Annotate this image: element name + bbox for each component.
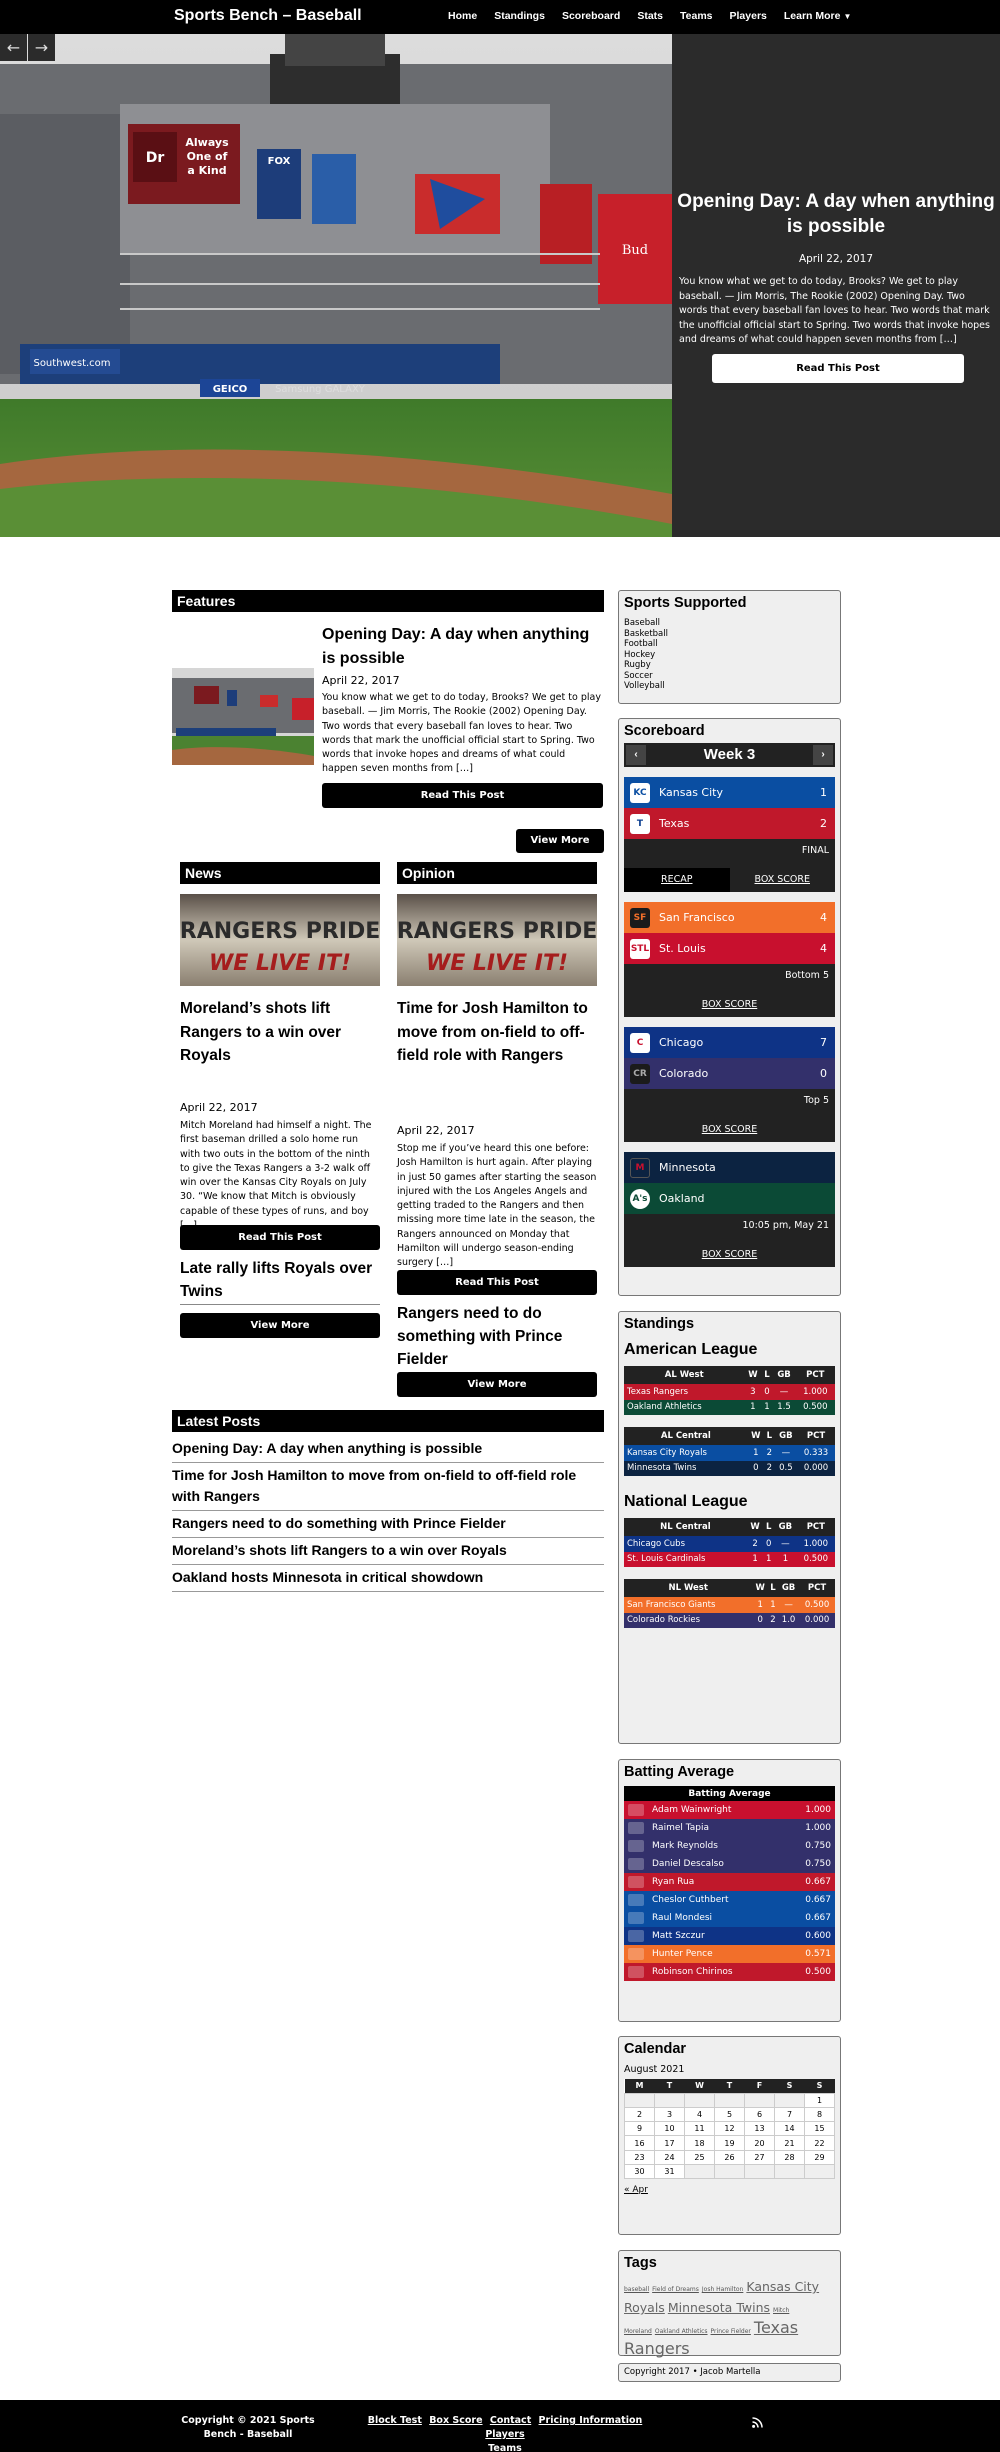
calendar-day bbox=[685, 2093, 715, 2107]
features-read-post-button[interactable]: Read This Post bbox=[322, 783, 603, 808]
calendar-day: 15 bbox=[805, 2122, 835, 2136]
division-name: NL West bbox=[624, 1579, 752, 1597]
game-away-team[interactable] bbox=[624, 1027, 835, 1058]
features-heading: Features bbox=[172, 590, 604, 612]
standings-row[interactable]: Kansas City Royals 1 2 — 0.333 bbox=[624, 1445, 835, 1461]
scoreboard-game bbox=[624, 902, 835, 1017]
widget-title: Calendar bbox=[624, 2041, 687, 2057]
news-heading: News bbox=[180, 862, 380, 884]
standings-row[interactable]: Minnesota Twins 0 2 0.5 0.000 bbox=[624, 1461, 835, 1477]
calendar-day: 9 bbox=[625, 2122, 655, 2136]
player-name: Matt Szczur bbox=[652, 1931, 705, 1941]
rss-icon[interactable] bbox=[752, 2417, 763, 2431]
box-score-link[interactable]: BOX SCORE bbox=[754, 874, 810, 885]
calendar-day-header: T bbox=[715, 2079, 745, 2093]
tag-link[interactable]: Texas Rangers bbox=[624, 2318, 799, 2358]
chevron-down-icon: ▼ bbox=[843, 12, 852, 21]
news-banner-line-1: RANGERS PRIDE bbox=[180, 919, 380, 944]
hero-panel bbox=[672, 34, 1000, 537]
menu-item-scoreboard[interactable]: Scoreboard bbox=[561, 10, 621, 22]
standings-row[interactable]: Texas Rangers 3 0 — 1.000 bbox=[624, 1384, 835, 1400]
slider-prev-arrow-icon[interactable]: ← bbox=[0, 34, 27, 61]
calendar-day: 2 bbox=[625, 2107, 655, 2121]
team-logo-icon bbox=[624, 1873, 648, 1891]
tag-link[interactable]: Minnesota Twins bbox=[667, 2300, 771, 2315]
team-name: Minnesota bbox=[659, 1161, 716, 1174]
player-name: Mark Reynolds bbox=[652, 1841, 718, 1851]
site-title[interactable]: Sports Bench – Baseball bbox=[174, 7, 362, 24]
player-name: Raimel Tapia bbox=[652, 1823, 709, 1833]
features-post-excerpt: You know what we get to do today, Brooks? We get to play baseball. — Jim Morris, The Rookie (2002) Opening Day. Two words that every baseball fan loves to hear. Two words that mark the unofficial official start to Spring. Two words that invoke hopes and dreams of what could happen seven months from […] bbox=[322, 692, 601, 775]
game-status: 10:05 pm, May 21 bbox=[742, 1220, 829, 1231]
calendar-day: 5 bbox=[715, 2107, 745, 2121]
tag-link[interactable]: Josh Hamilton bbox=[701, 2286, 744, 2293]
calendar-day bbox=[775, 2093, 805, 2107]
svg-text:Bud: Bud bbox=[621, 243, 649, 258]
calendar-day: 6 bbox=[745, 2107, 775, 2121]
footer-link[interactable]: Players bbox=[485, 2429, 525, 2440]
svg-text:Always: Always bbox=[185, 136, 229, 149]
division-name: AL West bbox=[624, 1366, 744, 1384]
calendar-week bbox=[625, 2122, 835, 2136]
league-title: American League bbox=[624, 1341, 758, 1358]
scoreboard-widget bbox=[618, 718, 841, 1296]
batting-row[interactable] bbox=[624, 1963, 835, 1981]
top-navigation bbox=[0, 0, 1000, 34]
latest-post-item[interactable]: Oakland hosts Minnesota in critical showdown bbox=[172, 1565, 604, 1592]
calendar-day: 21 bbox=[775, 2136, 805, 2150]
calendar-day-header: F bbox=[745, 2079, 775, 2093]
scoreboard-game bbox=[624, 1027, 835, 1142]
game-status: Bottom 5 bbox=[785, 970, 829, 981]
calendar-day bbox=[775, 2164, 805, 2178]
calendar-day-header: M bbox=[625, 2079, 655, 2093]
calendar-day: 18 bbox=[685, 2136, 715, 2150]
batting-average-value: 1.000 bbox=[805, 1823, 831, 1833]
team-logo-icon: CR bbox=[630, 1064, 650, 1084]
sports-list bbox=[619, 615, 840, 695]
footer bbox=[0, 2400, 1000, 2452]
batting-row[interactable] bbox=[624, 1873, 835, 1891]
team-logo-icon bbox=[624, 1801, 648, 1819]
team-score: 2 bbox=[820, 817, 827, 830]
features-view-more-button[interactable]: View More bbox=[516, 829, 604, 853]
tag-link[interactable]: Prince Fielder bbox=[710, 2328, 751, 2335]
latest-post-item[interactable]: Moreland’s shots lift Rangers to a win over Royals bbox=[172, 1538, 604, 1565]
team-logo-icon bbox=[624, 1927, 648, 1945]
standings-row[interactable]: Oakland Athletics 1 1 1.5 0.500 bbox=[624, 1400, 835, 1416]
batting-average-value: 0.750 bbox=[805, 1841, 831, 1851]
team-score: 4 bbox=[820, 942, 827, 955]
menu-item-players[interactable]: Players bbox=[729, 10, 767, 22]
latest-post-item[interactable]: Rangers need to do something with Prince Fielder bbox=[172, 1511, 604, 1538]
calendar-day: 24 bbox=[655, 2150, 685, 2164]
batting-average-value: 0.667 bbox=[805, 1877, 831, 1887]
team-score: 1 bbox=[820, 786, 827, 799]
scoreboard-week-label: Week 3 bbox=[703, 746, 756, 763]
team-name: Chicago bbox=[659, 1036, 704, 1049]
team-score: 0 bbox=[820, 1067, 827, 1080]
opinion-read-post-button[interactable]: Read This Post bbox=[397, 1270, 597, 1295]
tag-link[interactable]: Mitch Moreland bbox=[624, 2307, 790, 2335]
menu-item-learn-more[interactable] bbox=[784, 10, 852, 22]
team-logo-icon bbox=[624, 1963, 648, 1981]
footer-link[interactable]: Teams bbox=[488, 2443, 522, 2452]
team-score: 7 bbox=[820, 1036, 827, 1049]
division-name: NL Central bbox=[624, 1518, 747, 1536]
svg-text:Dr: Dr bbox=[145, 150, 165, 166]
sport-item: Baseball bbox=[624, 618, 661, 628]
features-section bbox=[172, 590, 604, 855]
batting-average-value: 0.571 bbox=[805, 1949, 831, 1959]
box-score-link[interactable]: BOX SCORE bbox=[701, 1124, 758, 1135]
calendar-day: 1 bbox=[805, 2093, 835, 2107]
calendar-week bbox=[625, 2136, 835, 2150]
divider bbox=[180, 1304, 380, 1305]
tag-cloud bbox=[619, 2275, 840, 2359]
menu-item-home[interactable]: Home bbox=[448, 10, 478, 22]
player-name: Daniel Descalso bbox=[652, 1859, 724, 1869]
news-image[interactable] bbox=[180, 894, 380, 986]
main-menu bbox=[448, 10, 851, 22]
division-name: AL Central bbox=[624, 1427, 748, 1445]
player-name: Raul Mondesi bbox=[652, 1913, 713, 1923]
widget-title: Scoreboard bbox=[624, 723, 705, 739]
game-home-team[interactable] bbox=[624, 1058, 835, 1089]
standings-widget bbox=[618, 1311, 841, 1744]
opinion-heading: Opinion bbox=[397, 862, 597, 884]
calendar-prev-link[interactable]: « Apr bbox=[624, 2185, 648, 2196]
news-post-date: April 22, 2017 bbox=[180, 1101, 258, 1114]
opinion-section bbox=[397, 862, 597, 1402]
standings-row[interactable]: Chicago Cubs 2 0 — 1.000 bbox=[624, 1536, 835, 1552]
game-away-team[interactable] bbox=[624, 1152, 835, 1183]
game-links bbox=[624, 1118, 835, 1142]
widget-title: Batting Average bbox=[624, 1764, 735, 1780]
batting-average-value: 1.000 bbox=[805, 1805, 831, 1815]
team-logo-icon: T bbox=[630, 814, 650, 834]
calendar-day: 25 bbox=[685, 2150, 715, 2164]
box-score-link[interactable]: BOX SCORE bbox=[701, 1249, 758, 1260]
opinion-image[interactable] bbox=[397, 894, 597, 986]
svg-text:Southwest.com: Southwest.com bbox=[33, 358, 111, 369]
latest-post-item[interactable]: Time for Josh Hamilton to move from on-field to off-field role with Rangers bbox=[172, 1463, 604, 1511]
menu-item-standings[interactable]: Standings bbox=[494, 10, 545, 22]
rangers-banner-image bbox=[180, 894, 380, 986]
calendar-day: 17 bbox=[655, 2136, 685, 2150]
team-name: Oakland bbox=[659, 1192, 705, 1205]
calendar-day bbox=[805, 2164, 835, 2178]
tag-link[interactable]: baseball bbox=[624, 2286, 650, 2293]
team-name: Texas bbox=[659, 817, 690, 830]
menu-item-learn-more-label: Learn More bbox=[783, 10, 841, 22]
copyright-widget bbox=[618, 2363, 841, 2382]
menu-item-teams[interactable]: Teams bbox=[680, 10, 713, 22]
sport-item: Volleyball bbox=[624, 681, 665, 691]
calendar-day: 10 bbox=[655, 2122, 685, 2136]
calendar-day: 12 bbox=[715, 2122, 745, 2136]
calendar-widget bbox=[618, 2036, 841, 2235]
svg-text:a Kind: a Kind bbox=[187, 164, 227, 177]
calendar-day bbox=[715, 2093, 745, 2107]
footer-link[interactable]: Pricing Information bbox=[538, 2415, 643, 2426]
team-logo-icon: A's bbox=[630, 1189, 650, 1209]
calendar-day-header: S bbox=[775, 2079, 805, 2093]
opinion-banner-line-2: WE LIVE IT! bbox=[425, 951, 569, 976]
stadium-thumbnail bbox=[172, 668, 314, 765]
batting-row[interactable] bbox=[624, 1837, 835, 1855]
team-logo-icon: STL bbox=[630, 939, 650, 959]
team-name: Colorado bbox=[659, 1067, 709, 1080]
batting-row[interactable] bbox=[624, 1927, 835, 1945]
chevron-right-icon[interactable]: › bbox=[813, 745, 833, 765]
calendar-caption: August 2021 bbox=[624, 2064, 685, 2075]
batting-table-header: Batting Average bbox=[624, 1786, 835, 1801]
news-post-excerpt: Mitch Moreland had himself a night. The first baseman drilled a solo home run with two outs in the bottom of the ninth to give the Texas Rangers a 3-2 walk off win over the Kansas City Royals on July 30. “We know that Mitch is obviously capable of these types of runs, and boy bbox=[180, 1120, 372, 1217]
team-logo-icon bbox=[624, 1945, 648, 1963]
calendar-week bbox=[625, 2093, 835, 2107]
batting-row[interactable] bbox=[624, 1891, 835, 1909]
svg-text:One of: One of bbox=[186, 150, 228, 163]
menu-item-stats[interactable]: Stats bbox=[637, 10, 663, 22]
team-logo-icon bbox=[624, 1855, 648, 1873]
news-more-post-title[interactable]: Late rally lifts Royals over Twins bbox=[180, 1260, 373, 1300]
player-name: Cheslor Cuthbert bbox=[652, 1895, 729, 1905]
calendar-day: 23 bbox=[625, 2150, 655, 2164]
team-name: Kansas City bbox=[659, 786, 723, 799]
footer-link[interactable]: Contact bbox=[489, 2415, 532, 2426]
calendar-day: 3 bbox=[655, 2107, 685, 2121]
calendar-day: 7 bbox=[775, 2107, 805, 2121]
calendar-day: 8 bbox=[805, 2107, 835, 2121]
calendar-day: 31 bbox=[655, 2164, 685, 2178]
team-logo-icon: SF bbox=[630, 908, 650, 928]
calendar-day-header: T bbox=[655, 2079, 685, 2093]
opinion-post-excerpt: Stop me if you’ve heard this one before: Josh Hamilton is hurt again. After playing in just 50 games after starting the season injured with the Los Angeles Angels and getting traded to the Rangers and then missing more time late in the season, the Rangers announced on Monday that Hamilton will undergo season-ending surgery […] bbox=[397, 1143, 597, 1269]
hero-slider bbox=[0, 34, 1000, 537]
footer-links bbox=[355, 2414, 655, 2452]
scoreboard-game bbox=[624, 777, 835, 892]
calendar-day: 19 bbox=[715, 2136, 745, 2150]
standings-table: AL Central W L GB PCT Kansas City Royals 1 2 — 0.333 Minnesota Twins 0 2 0.5 0.000 bbox=[624, 1427, 835, 1476]
latest-posts-heading: Latest Posts bbox=[172, 1410, 604, 1432]
hero-read-post-button[interactable]: Read This Post bbox=[712, 354, 964, 383]
batting-average-value: 0.600 bbox=[805, 1931, 831, 1941]
league-title: National League bbox=[624, 1493, 748, 1510]
player-name: Robinson Chirinos bbox=[652, 1967, 733, 1977]
footer-copyright: Copyright © 2021 Sports Bench - Baseball bbox=[181, 2415, 315, 2440]
hero-excerpt: You know what we get to do today, Brooks? We get to play baseball. — Jim Morris, The Rookie (2002) Opening Day. Two words that every baseball fan loves to hear. Two words that mark the unofficial official start to Spring. Two words that invoke hopes and dreams of what could happen seven months from […] bbox=[679, 276, 990, 345]
team-logo-icon bbox=[624, 1909, 648, 1927]
calendar-day: 20 bbox=[745, 2136, 775, 2150]
tags-widget bbox=[618, 2250, 841, 2356]
slider-next-arrow-icon[interactable]: → bbox=[28, 34, 55, 61]
sport-item: Soccer bbox=[624, 670, 653, 681]
calendar-day bbox=[745, 2093, 775, 2107]
calendar-day: 22 bbox=[805, 2136, 835, 2150]
sport-item: Football bbox=[624, 639, 658, 649]
latest-posts-section bbox=[172, 1410, 604, 1592]
team-logo-icon: M bbox=[630, 1158, 650, 1178]
team-logo-icon bbox=[624, 1891, 648, 1909]
batting-row[interactable] bbox=[624, 1819, 835, 1837]
player-name: Hunter Pence bbox=[652, 1949, 713, 1959]
calendar-day bbox=[625, 2093, 655, 2107]
latest-post-item[interactable]: Opening Day: A day when anything is possible bbox=[172, 1436, 604, 1463]
opinion-post-title[interactable]: Time for Josh Hamilton to move from on-field to off-field role with Rangers bbox=[397, 1000, 588, 1064]
calendar-day-header: S bbox=[805, 2079, 835, 2093]
game-home-team[interactable] bbox=[624, 808, 835, 839]
calendar-table bbox=[624, 2079, 835, 2179]
copyright-text: Copyright 2017 • Jacob Martella bbox=[624, 2367, 761, 2377]
calendar-day: 26 bbox=[715, 2150, 745, 2164]
scoreboard-game bbox=[624, 1152, 835, 1267]
team-logo-icon bbox=[624, 1837, 648, 1855]
calendar-day: 14 bbox=[775, 2122, 805, 2136]
sport-item: Hockey bbox=[624, 649, 656, 660]
calendar-day: 27 bbox=[745, 2150, 775, 2164]
game-home-team[interactable] bbox=[624, 1183, 835, 1214]
game-home-team[interactable] bbox=[624, 933, 835, 964]
widget-title: Standings bbox=[624, 1316, 695, 1332]
standings-table: NL Central W L GB PCT Chicago Cubs 2 0 — 1.000 St. Louis Cardinals 1 1 1 0.500 bbox=[624, 1518, 835, 1567]
calendar-day: 30 bbox=[625, 2164, 655, 2178]
scoreboard-week-selector bbox=[624, 743, 835, 767]
batting-average-value: 0.667 bbox=[805, 1913, 831, 1923]
calendar-day: 4 bbox=[685, 2107, 715, 2121]
svg-text:Samsung GALAXY: Samsung GALAXY bbox=[275, 384, 365, 395]
game-status: FINAL bbox=[801, 845, 829, 856]
batting-average-value: 0.500 bbox=[805, 1967, 831, 1977]
batting-average-table bbox=[624, 1786, 835, 1981]
calendar-day: 11 bbox=[685, 2122, 715, 2136]
calendar-day: 29 bbox=[805, 2150, 835, 2164]
recap-link[interactable]: RECAP bbox=[624, 868, 730, 892]
standings-row[interactable]: Colorado Rockies 0 2 1.0 0.000 bbox=[624, 1613, 835, 1629]
features-image[interactable] bbox=[172, 668, 314, 765]
calendar-week bbox=[625, 2150, 835, 2164]
calendar-day: 28 bbox=[775, 2150, 805, 2164]
news-section bbox=[180, 862, 380, 1362]
sport-item: Rugby bbox=[624, 660, 651, 670]
news-post-title[interactable]: Moreland’s shots lift Rangers to a win over Royals bbox=[180, 1000, 342, 1064]
calendar-day-header: W bbox=[685, 2079, 715, 2093]
calendar-day bbox=[655, 2093, 685, 2107]
tag-link[interactable]: Field of Dreams bbox=[652, 2286, 699, 2293]
game-away-team[interactable] bbox=[624, 777, 835, 808]
sports-supported-widget bbox=[618, 590, 841, 704]
opinion-banner-line-1: RANGERS PRIDE bbox=[397, 919, 597, 944]
batting-row[interactable] bbox=[624, 1855, 835, 1873]
standings-row[interactable]: St. Louis Cardinals 1 1 1 0.500 bbox=[624, 1552, 835, 1568]
widget-title: Tags bbox=[624, 2255, 657, 2271]
hero-image bbox=[0, 34, 672, 537]
game-status: Top 5 bbox=[803, 1095, 829, 1106]
opinion-more-post-title[interactable]: Rangers need to do something with Prince Fielder bbox=[397, 1305, 563, 1368]
footer-link[interactable]: Box Score bbox=[429, 2415, 483, 2426]
box-score-link[interactable]: BOX SCORE bbox=[701, 999, 758, 1010]
opinion-view-more-button[interactable]: View More bbox=[397, 1372, 597, 1397]
standings-row[interactable]: San Francisco Giants 1 1 — 0.500 bbox=[624, 1597, 835, 1613]
chevron-left-icon[interactable]: ‹ bbox=[626, 745, 646, 765]
svg-text:GEICO: GEICO bbox=[212, 384, 248, 395]
team-score: 4 bbox=[820, 911, 827, 924]
widget-title: Sports Supported bbox=[624, 595, 747, 611]
batting-row[interactable] bbox=[624, 1945, 835, 1963]
stadium-photo bbox=[0, 34, 672, 537]
team-logo-icon: KC bbox=[630, 783, 650, 803]
batting-row[interactable] bbox=[624, 1801, 835, 1819]
calendar-week bbox=[625, 2107, 835, 2121]
batting-average-value: 0.750 bbox=[805, 1859, 831, 1869]
rangers-banner-image bbox=[397, 894, 597, 986]
sport-item: Basketball bbox=[624, 628, 668, 639]
team-logo-icon bbox=[624, 1819, 648, 1837]
features-post-title[interactable]: Opening Day: A day when anything is possible bbox=[322, 626, 590, 667]
player-name: Adam Wainwright bbox=[652, 1805, 732, 1815]
calendar-day: 16 bbox=[625, 2136, 655, 2150]
team-logo-icon: C bbox=[630, 1033, 650, 1053]
team-name: San Francisco bbox=[659, 911, 735, 924]
tag-link[interactable]: Oakland Athletics bbox=[654, 2328, 708, 2335]
calendar-day bbox=[685, 2164, 715, 2178]
calendar-day bbox=[745, 2164, 775, 2178]
game-links bbox=[624, 868, 835, 892]
news-view-more-button[interactable]: View More bbox=[180, 1313, 380, 1338]
hero-title[interactable]: Opening Day: A day when anything is possible bbox=[677, 191, 995, 237]
player-name: Ryan Rua bbox=[652, 1877, 695, 1887]
batting-row[interactable] bbox=[624, 1909, 835, 1927]
game-links bbox=[624, 1243, 835, 1267]
hero-date: April 22, 2017 bbox=[798, 253, 874, 265]
opinion-post-date: April 22, 2017 bbox=[397, 1124, 475, 1137]
calendar-day: 13 bbox=[745, 2122, 775, 2136]
calendar-week bbox=[625, 2164, 835, 2178]
batting-average-value: 0.667 bbox=[805, 1895, 831, 1905]
footer-link[interactable]: Block Test bbox=[367, 2415, 422, 2426]
game-links bbox=[624, 993, 835, 1017]
news-banner-line-2: WE LIVE IT! bbox=[208, 951, 352, 976]
standings-table: NL West W L GB PCT San Francisco Giants 1 1 — 0.500 Colorado Rockies 0 2 1.0 0.000 bbox=[624, 1579, 835, 1628]
calendar-day bbox=[715, 2164, 745, 2178]
svg-text:FOX: FOX bbox=[267, 156, 291, 167]
standings-table: AL West W L GB PCT Texas Rangers 3 0 — 1.000 Oakland Athletics 1 1 1.5 0.500 bbox=[624, 1366, 835, 1415]
tag-link[interactable]: Kansas City Royals bbox=[624, 2279, 820, 2315]
features-post-date: April 22, 2017 bbox=[322, 674, 400, 687]
news-read-post-button[interactable]: Read This Post bbox=[180, 1225, 380, 1250]
batting-average-widget bbox=[618, 1759, 841, 2022]
game-away-team[interactable] bbox=[624, 902, 835, 933]
team-name: St. Louis bbox=[659, 942, 706, 955]
